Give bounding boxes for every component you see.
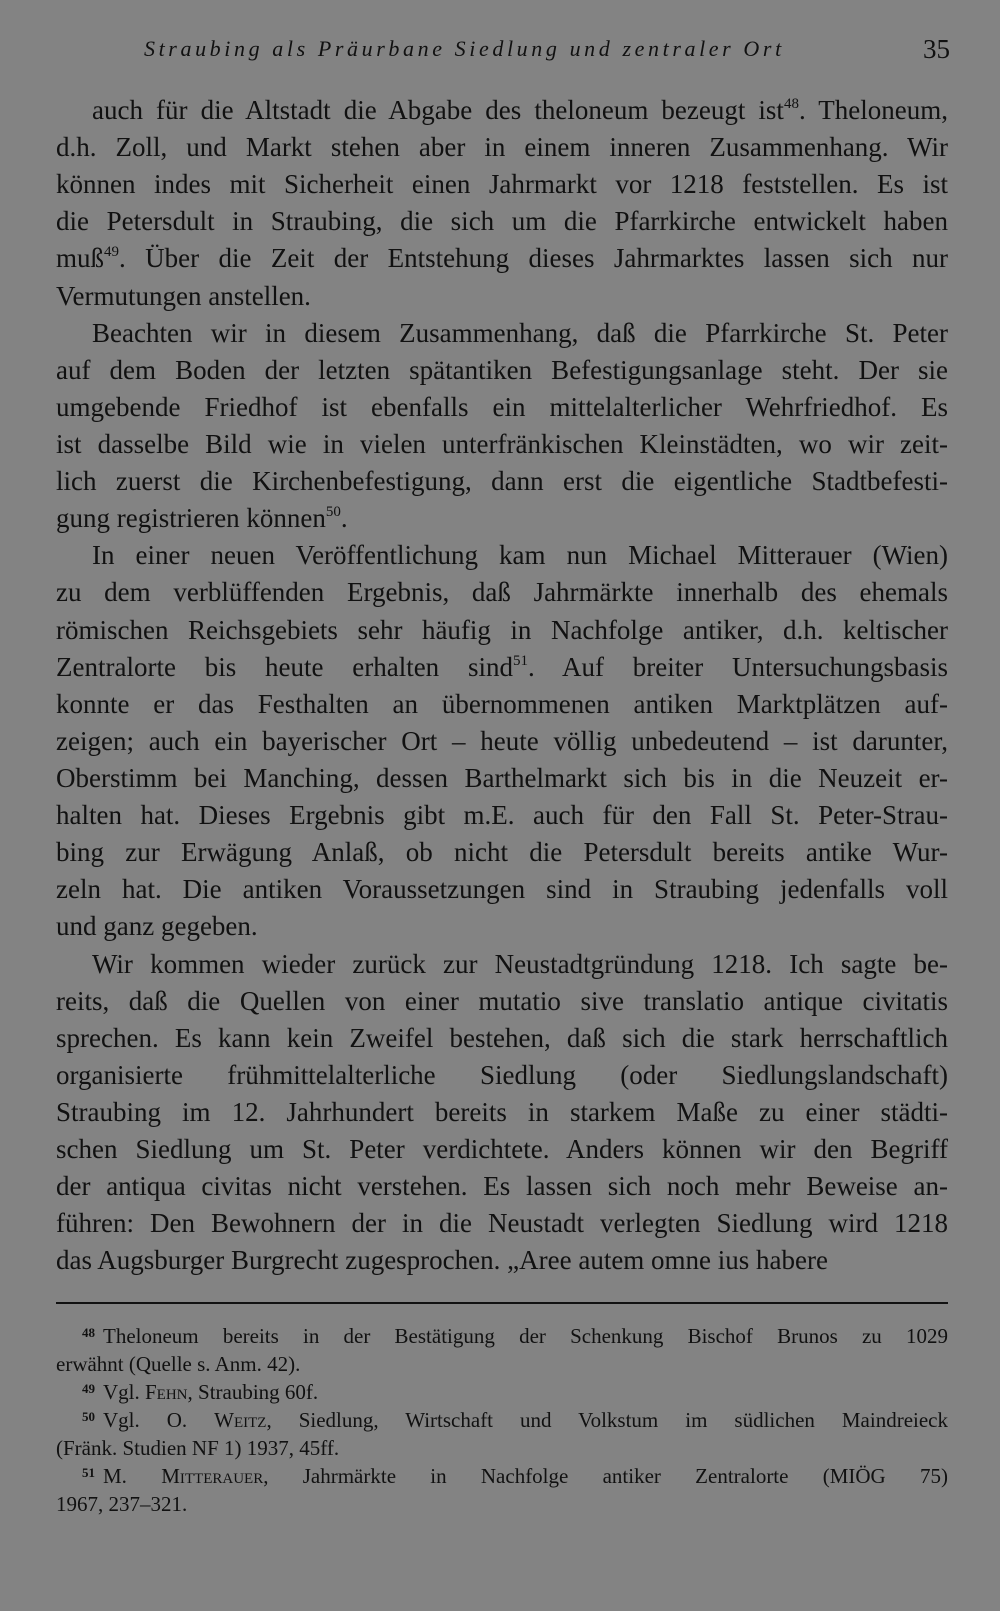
line-text: Beachten wir in diesem Zusammenhang, daß die Pfarrkirche St. Peter bbox=[92, 317, 948, 348]
text-line bbox=[56, 166, 948, 203]
footnote-ref[interactable]: 48 bbox=[783, 96, 799, 112]
footnote-rule bbox=[56, 1302, 948, 1304]
text-line bbox=[56, 92, 948, 129]
footnote-line bbox=[56, 1434, 948, 1462]
paragraph bbox=[56, 946, 948, 1280]
line-text: auch für die Altstadt die Abgabe des theloneum bezeugt ist bbox=[92, 95, 784, 125]
line-text-after: . Auf breiter Untersuchungsbasis bbox=[527, 651, 948, 682]
line-text: halten hat. Dieses Ergebnis gibt m.E. auch für den Fall St. Peter-Strau- bbox=[56, 800, 948, 831]
text-line bbox=[56, 240, 948, 277]
paragraph bbox=[56, 92, 948, 315]
text-line bbox=[56, 797, 948, 834]
footnote-line bbox=[56, 1406, 948, 1434]
footnote-text: erwähnt (Quelle s. Anm. 42). bbox=[56, 1352, 301, 1376]
footnote-author: Fehn bbox=[145, 1380, 188, 1404]
line-text: Straubing im 12. Jahrhundert bereits in starkem Maße zu einer städti- bbox=[56, 1096, 948, 1127]
footnote-text: Theloneum bereits in der Bestätigung der Schenkung Bischof Brunos zu 1029 bbox=[103, 1324, 948, 1348]
text-line bbox=[56, 871, 948, 908]
footnote-number: 51 bbox=[82, 1465, 95, 1480]
footnote-ref[interactable]: 49 bbox=[104, 244, 120, 261]
text-line bbox=[56, 1205, 948, 1242]
line-text: zeln hat. Die antiken Voraussetzungen sind in Straubing jedenfalls voll bbox=[56, 874, 948, 905]
line-text: zu dem verblüffenden Ergebnis, daß Jahrmärkte innerhalb des ehemals bbox=[56, 577, 948, 608]
text-line bbox=[56, 1057, 948, 1094]
line-text: muß bbox=[56, 243, 105, 274]
text-line bbox=[56, 574, 948, 611]
text-line bbox=[56, 1094, 948, 1131]
text-line bbox=[56, 760, 948, 797]
footnote-author: Mitterauer bbox=[161, 1464, 264, 1488]
line-text: sprechen. Es kann kein Zweifel bestehen, daß sich die stark herrschaftlich bbox=[56, 1022, 948, 1053]
text-line bbox=[56, 463, 948, 500]
text-line bbox=[56, 500, 948, 537]
text-line bbox=[56, 1131, 948, 1168]
text-line bbox=[56, 352, 948, 389]
line-text-after: . bbox=[340, 503, 348, 534]
footnote-line bbox=[56, 1490, 948, 1518]
line-text: Wir kommen wieder zurück zur Neustadtgründung 1218. Ich sagte be- bbox=[92, 948, 948, 979]
line-text: ist dasselbe Bild wie in vielen unterfränkischen Kleinstädten, wo wir zeit- bbox=[56, 428, 948, 459]
footnote-author: Weitz bbox=[214, 1408, 267, 1432]
footnote bbox=[56, 1378, 948, 1406]
line-text: römischen Reichsgebiets sehr häufig in Nachfolge antiker, d.h. keltischer bbox=[56, 614, 948, 645]
line-text: und ganz gegeben. bbox=[56, 911, 258, 942]
line-text: Oberstimm bei Manching, dessen Barthelmarkt sich bis in die Neuzeit er- bbox=[56, 762, 948, 793]
footnote-ref[interactable]: 50 bbox=[325, 504, 341, 521]
text-line bbox=[56, 908, 948, 945]
footnote bbox=[56, 1462, 948, 1518]
footnote-text: , Siedlung, Wirtschaft und Volkstum im südlichen Maindreieck bbox=[266, 1408, 948, 1432]
footnote-text-pre: Vgl. bbox=[103, 1380, 145, 1404]
line-text: führen: Den Bewohnern der in die Neustadt verlegten Siedlung wird 1218 bbox=[56, 1208, 948, 1239]
footnote-line bbox=[56, 1350, 948, 1378]
line-text: schen Siedlung um St. Peter verdichtete. Anders können wir den Begriff bbox=[56, 1134, 948, 1165]
line-text: d.h. Zoll, und Markt stehen aber in einem inneren Zusammenhang. Wir bbox=[56, 132, 948, 163]
footnote-text-pre: M. bbox=[103, 1464, 162, 1488]
footnote-line bbox=[56, 1322, 948, 1350]
running-head bbox=[56, 36, 950, 70]
footnote-number: 49 bbox=[82, 1381, 95, 1396]
line-text: umgebende Friedhof ist ebenfalls ein mittelalterlicher Wehrfriedhof. Es bbox=[56, 391, 948, 422]
text-line bbox=[56, 723, 948, 760]
footnote bbox=[56, 1406, 948, 1462]
line-text: bing zur Erwägung Anlaß, ob nicht die Petersdult bereits antike Wur- bbox=[56, 837, 948, 868]
text-line bbox=[56, 1168, 948, 1205]
footnote-line bbox=[56, 1378, 948, 1406]
footnote-ref[interactable]: 51 bbox=[512, 652, 528, 669]
footnote-line bbox=[56, 1462, 948, 1490]
line-text-after: . Theloneum, bbox=[798, 95, 948, 125]
text-line bbox=[56, 834, 948, 871]
text-line bbox=[56, 203, 948, 240]
footnote-text-pre: Vgl. O. bbox=[103, 1408, 215, 1432]
footnote-number: 50 bbox=[82, 1409, 95, 1424]
footnote-number: 48 bbox=[82, 1325, 95, 1340]
footnote-text: , Jahrmärkte in Nachfolge antiker Zentralorte (MIÖG 75) bbox=[263, 1464, 948, 1488]
line-text: lich zuerst die Kirchenbefestigung, dann erst die eigentliche Stadtbefesti- bbox=[56, 466, 948, 497]
text-line bbox=[56, 315, 948, 352]
line-text: können indes mit Sicherheit einen Jahrmarkt vor 1218 feststellen. Es ist bbox=[56, 169, 948, 200]
line-text: organisierte frühmittelalterliche Siedlung (oder Siedlungslandschaft) bbox=[56, 1059, 948, 1090]
text-line bbox=[56, 426, 948, 463]
text-line bbox=[56, 686, 948, 723]
line-text: der antiqua civitas nicht verstehen. Es lassen sich noch mehr Beweise an- bbox=[56, 1171, 948, 1202]
footnote-text: 1967, 237–321. bbox=[56, 1492, 188, 1516]
text-line bbox=[56, 983, 948, 1020]
text-line bbox=[56, 389, 948, 426]
running-title: Straubing als Präurbane Siedlung und zentraler Ort bbox=[144, 36, 785, 61]
body-text bbox=[56, 92, 948, 1280]
text-line bbox=[56, 649, 948, 686]
text-line bbox=[56, 1020, 948, 1057]
footnote-text: (Fränk. Studien NF 1) 1937, 45ff. bbox=[56, 1436, 340, 1460]
line-text: auf dem Boden der letzten spätantiken Befestigungsanlage steht. Der sie bbox=[56, 354, 948, 385]
paragraph bbox=[56, 537, 948, 945]
line-text: das Augsburger Burgrecht zugesprochen. „Aree autem omne ius habere bbox=[56, 1245, 828, 1276]
page-number: 35 bbox=[923, 34, 950, 64]
line-text: zeigen; auch ein bayerischer Ort – heute völlig unbedeutend – ist darunter, bbox=[56, 725, 948, 756]
footnotes bbox=[56, 1322, 948, 1518]
text-line bbox=[56, 537, 948, 574]
paragraph bbox=[56, 315, 948, 538]
footnote bbox=[56, 1322, 948, 1378]
text-line bbox=[56, 946, 948, 983]
line-text: Zentralorte bis heute erhalten sind bbox=[56, 651, 513, 682]
line-text: In einer neuen Veröffentlichung kam nun Michael Mitterauer (Wien) bbox=[92, 540, 948, 571]
line-text: gung registrieren können bbox=[56, 503, 326, 534]
line-text: Vermutungen anstellen. bbox=[56, 280, 311, 311]
line-text: die Petersdult in Straubing, die sich um die Pfarrkirche entwickelt haben bbox=[56, 206, 948, 237]
footnote-text: , Straubing 60f. bbox=[187, 1380, 319, 1404]
text-line bbox=[56, 1242, 948, 1279]
line-text: reits, daß die Quellen von einer mutatio sive translatio antique civitatis bbox=[56, 985, 948, 1016]
text-line bbox=[56, 278, 948, 315]
text-line bbox=[56, 612, 948, 649]
text-line bbox=[56, 129, 948, 166]
line-text: konnte er das Festhalten an übernommenen antiken Marktplätzen auf- bbox=[56, 688, 948, 719]
line-text-after: . Über die Zeit der Entstehung dieses Jahrmarktes lassen sich nur bbox=[119, 243, 948, 274]
